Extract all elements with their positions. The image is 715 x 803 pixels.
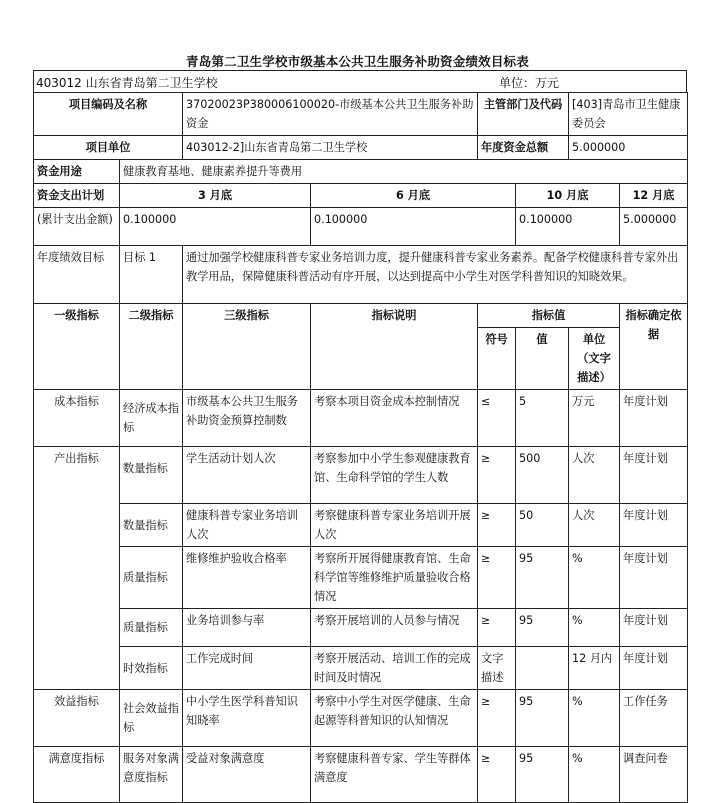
table-row <box>34 390 688 447</box>
plan-value: 0.100000 <box>516 208 620 246</box>
col-value-group: 指标值 <box>478 304 620 328</box>
row-l3: 健康科普专家业务培训人次 <box>183 504 311 547</box>
row-basis: 年度计划 <box>620 447 688 504</box>
row-symbol: ≥ <box>478 504 516 547</box>
row-desc: 考察参加中小学生参观健康教育馆、生命科学馆的学生人数 <box>311 447 478 504</box>
project-code-label: 项目编码及名称 <box>34 93 183 136</box>
goal-text: 通过加强学校健康科普专家业务培训力度，提升健康科普专家业务素养。配备学校健康科普专家外出教学用品，保障健康科普活动有序开展，以达到提高中小学生对医学科普知识的知晓效果。 <box>183 246 688 304</box>
col-unit: 单位（文字描述） <box>569 328 620 390</box>
row-l3: 维修维护验收合格率 <box>183 547 311 609</box>
row-desc: 考察中小学生对医学健康、生命起源等科普知识的认知情况 <box>311 690 478 747</box>
row-l3: 中小学生医学科普知识知晓率 <box>183 690 311 747</box>
annual-total-value: 5.000000 <box>569 136 688 160</box>
row-basis: 工作任务 <box>620 690 688 747</box>
row-desc: 考察所开展得健康教育馆、生命科学馆等维修维护质量验收合格情况 <box>311 547 478 609</box>
row-symbol: 文字描述 <box>478 647 516 690</box>
table-row <box>34 690 688 747</box>
group-output: 产出指标 <box>34 447 120 690</box>
row-desc: 考察本项目资金成本控制情况 <box>311 390 478 447</box>
row-l3: 业务培训参与率 <box>183 609 311 647</box>
performance-table <box>33 92 688 803</box>
col-level2: 二级指标 <box>120 304 183 390</box>
row-unit: % <box>569 747 620 803</box>
table-row <box>34 447 688 504</box>
row-l2: 质量指标 <box>120 547 183 609</box>
row-l2: 数量指标 <box>120 447 183 504</box>
row-symbol: ≥ <box>478 609 516 647</box>
dept-label: 主管部门及代码 <box>478 93 569 136</box>
col-level3: 三级指标 <box>183 304 311 390</box>
dept-value: [403]青岛市卫生健康委员会 <box>569 93 688 136</box>
row-unit: 人次 <box>569 504 620 547</box>
row-value: 95 <box>516 747 569 803</box>
goal-row <box>34 246 688 304</box>
col-desc: 指标说明 <box>311 304 478 390</box>
row-unit: % <box>569 609 620 647</box>
row-symbol: ≥ <box>478 547 516 609</box>
plan-values-row <box>34 208 688 246</box>
indicator-header-row <box>34 304 688 328</box>
row-l2: 数量指标 <box>120 504 183 547</box>
org-code-name: 403012 山东省青岛第二卫生学校 <box>36 76 218 90</box>
row-value <box>516 647 569 690</box>
row-desc: 考察开展活动、培训工作的完成时间及时情况 <box>311 647 478 690</box>
project-unit-label: 项目单位 <box>34 136 183 160</box>
row-value: 95 <box>516 690 569 747</box>
row-value: 500 <box>516 447 569 504</box>
group-benefit: 效益指标 <box>34 690 120 747</box>
plan-label: 资金支出计划 <box>34 184 120 208</box>
col-basis: 指标确定依据 <box>620 304 688 390</box>
col-symbol: 符号 <box>478 328 516 390</box>
plan-period: 12 月底 <box>620 184 688 208</box>
plan-sub-label: (累计支出金额) <box>34 208 120 246</box>
row-basis: 年度计划 <box>620 609 688 647</box>
plan-value: 0.100000 <box>120 208 311 246</box>
table-row <box>34 609 688 647</box>
col-level1: 一级指标 <box>34 304 120 390</box>
row-value: 95 <box>516 547 569 609</box>
row-symbol: ≥ <box>478 447 516 504</box>
info-row <box>34 136 688 160</box>
row-basis: 年度计划 <box>620 504 688 547</box>
row-basis: 调查问卷 <box>620 747 688 803</box>
row-basis: 年度计划 <box>620 647 688 690</box>
table-subheader <box>33 70 687 92</box>
unit-label: 单位：万元 <box>499 76 560 90</box>
row-unit: 万元 <box>569 390 620 447</box>
row-unit: % <box>569 547 620 609</box>
table-row <box>34 647 688 690</box>
row-symbol: ≥ <box>478 690 516 747</box>
project-code-value: 37020023P380006100020-市级基本公共卫生服务补助资金 <box>183 93 478 136</box>
row-l2: 服务对象满意度指标 <box>120 747 183 803</box>
row-desc: 考察开展培训的人员参与情况 <box>311 609 478 647</box>
goal-label: 年度绩效目标 <box>34 246 120 304</box>
row-basis: 年度计划 <box>620 390 688 447</box>
row-l2: 质量指标 <box>120 609 183 647</box>
row-desc: 考察健康科普专家、学生等群体满意度 <box>311 747 478 803</box>
plan-period: 10 月底 <box>516 184 620 208</box>
row-unit: 12 月内 <box>569 647 620 690</box>
row-basis: 年度计划 <box>620 547 688 609</box>
col-value: 值 <box>516 328 569 390</box>
plan-header-row <box>34 184 688 208</box>
row-value: 50 <box>516 504 569 547</box>
info-row <box>34 93 688 136</box>
row-value: 5 <box>516 390 569 447</box>
project-unit-value: 403012-2]山东省青岛第二卫生学校 <box>183 136 478 160</box>
plan-value: 0.100000 <box>311 208 516 246</box>
table-row <box>34 747 688 803</box>
goal-target-label: 目标 1 <box>120 246 183 304</box>
row-l3: 学生活动计划人次 <box>183 447 311 504</box>
annual-total-label: 年度资金总额 <box>478 136 569 160</box>
table-row <box>34 547 688 609</box>
plan-period: 3 月底 <box>120 184 311 208</box>
plan-value: 5.000000 <box>620 208 688 246</box>
plan-period: 6 月底 <box>311 184 516 208</box>
row-l2: 时效指标 <box>120 647 183 690</box>
row-l3: 工作完成时间 <box>183 647 311 690</box>
group-satisfaction: 满意度指标 <box>34 747 120 803</box>
row-value: 95 <box>516 609 569 647</box>
table-row <box>34 504 688 547</box>
row-desc: 考察健康科普专家业务培训开展人次 <box>311 504 478 547</box>
page-title: 青岛第二卫生学校市级基本公共卫生服务补助资金绩效目标表 <box>186 54 529 69</box>
usage-label: 资金用途 <box>34 160 120 184</box>
row-l2: 社会效益指标 <box>120 690 183 747</box>
row-l3: 市级基本公共卫生服务补助资金预算控制数 <box>183 390 311 447</box>
row-l3: 受益对象满意度 <box>183 747 311 803</box>
group-cost: 成本指标 <box>34 390 120 447</box>
row-unit: % <box>569 690 620 747</box>
row-symbol: ≥ <box>478 747 516 803</box>
usage-value: 健康教育基地、健康素养提升等费用 <box>120 160 688 184</box>
row-unit: 人次 <box>569 447 620 504</box>
row-l2: 经济成本指标 <box>120 390 183 447</box>
row-symbol: ≤ <box>478 390 516 447</box>
info-row <box>34 160 688 184</box>
